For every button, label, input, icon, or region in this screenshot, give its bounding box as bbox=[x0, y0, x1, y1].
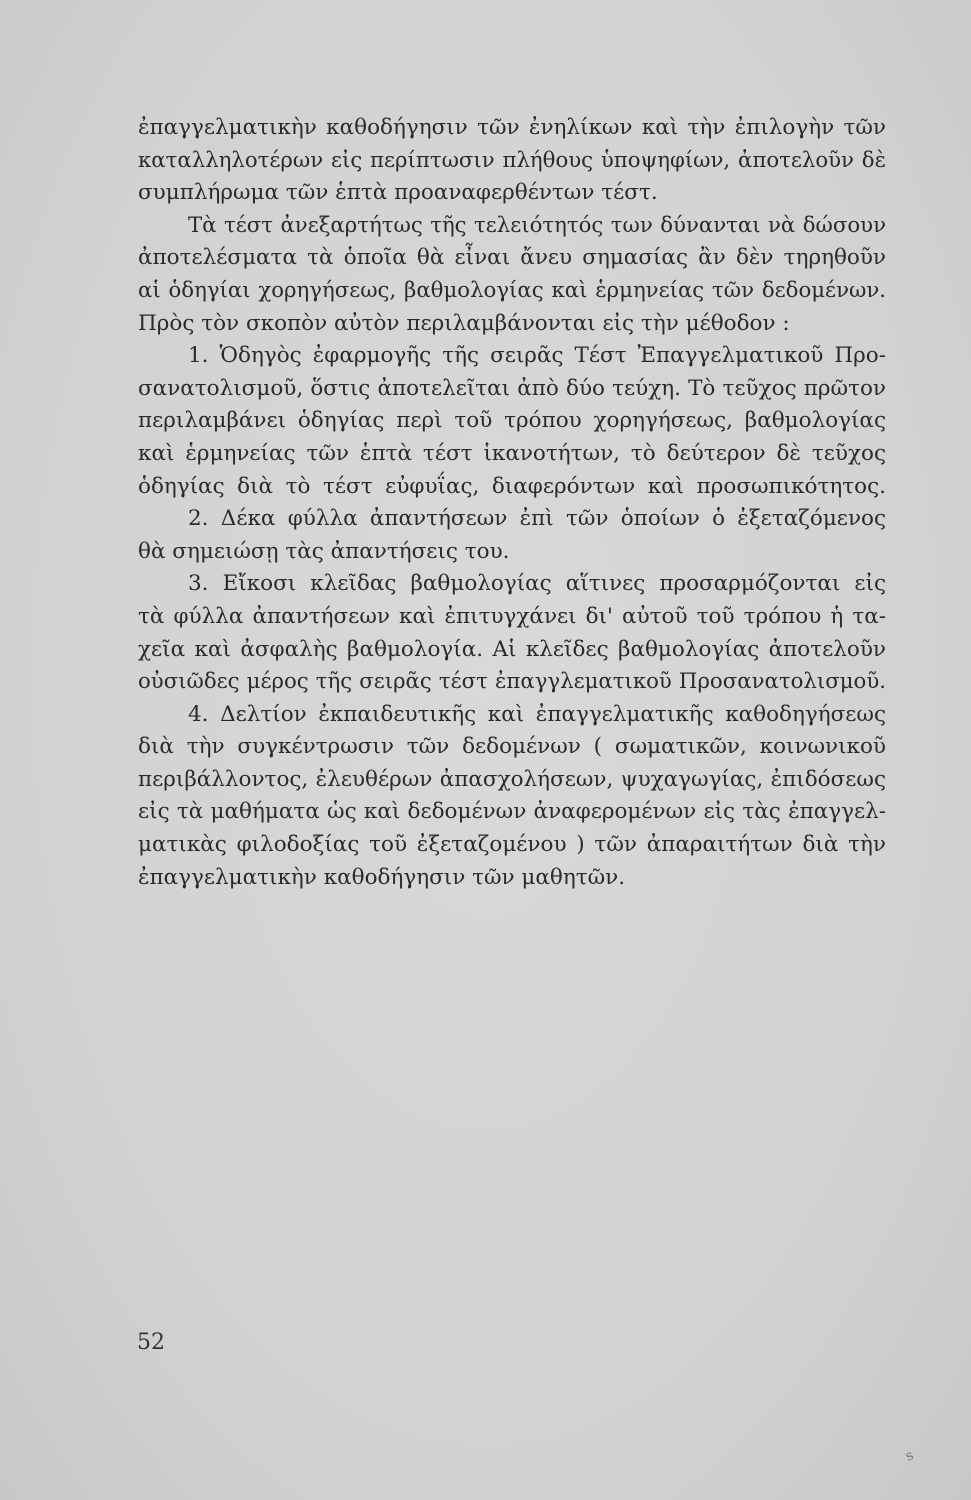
text-line: καταλληλοτέρων εἰς περίπτωσιν πλήθους ὑποψηφίων, ἀποτελοῦν δὲ bbox=[138, 147, 886, 173]
text-line: 2. Δέκα φύλλα ἀπαντήσεων ἐπὶ τῶν ὁποίων ὁ ἐξεταζόμενος bbox=[188, 506, 886, 532]
text-line: Πρὸς τὸν σκοπὸν αὐτὸν περιλαμβάνονται εἰς τὴν μέθοδον : bbox=[138, 310, 790, 336]
text-line: αἱ ὁδηγίαι χορηγήσεως, βαθμολογίας καὶ ἑρμηνείας τῶν δεδομένων. bbox=[138, 277, 886, 303]
text-line: συμπλήρωμα τῶν ἑπτὰ προαναφερθέντων τέστ. bbox=[138, 180, 658, 206]
page-number: 52 bbox=[137, 1330, 165, 1355]
text-line: τὰ φύλλα ἀπαντήσεων καὶ ἐπιτυγχάνει δι' αὐτοῦ τοῦ τρόπου ἡ τα- bbox=[138, 603, 886, 629]
text-line: 1. Ὁδηγὸς ἐφαρμογῆς τῆς σειρᾶς Τέστ Ἐπαγγελματικοῦ Προ- bbox=[188, 343, 886, 369]
text-line: θὰ σημειώσῃ τὰς ἀπαντήσεις του. bbox=[138, 538, 510, 564]
text-line: περιβάλλοντος, ἐλευθέρων ἀπασχολήσεων, ψυχαγωγίας, ἐπιδόσεως bbox=[138, 766, 886, 792]
text-line: ἐπαγγελματικὴν καθοδήγησιν τῶν μαθητῶν. bbox=[138, 864, 626, 890]
text-line: ἐπαγγελματικὴν καθοδήγησιν τῶν ἐνηλίκων καὶ τὴν ἐπιλογὴν τῶν bbox=[138, 115, 886, 140]
text-line: ὁδηγίας διὰ τὸ τέστ εὐφυΐας, διαφερόντων καὶ προσωπικότητος. bbox=[138, 473, 886, 499]
text-line: καὶ ἑρμηνείας τῶν ἑπτὰ τέστ ἱκανοτήτων, τὸ δεύτερον δὲ τεῦχος bbox=[138, 440, 886, 466]
text-line: διὰ τὴν συγκέντρωσιν τῶν δεδομένων ( σωματικῶν, κοινωνικοῦ bbox=[138, 734, 886, 760]
text-line: εἰς τὰ μαθήματα ὡς καὶ δεδομένων ἀναφερομένων εἰς τὰς ἐπαγγελ- bbox=[138, 799, 886, 825]
text-line: Τὰ τέστ ἀνεξαρτήτως τῆς τελειότητός των δύνανται νὰ δώσουν bbox=[188, 212, 886, 238]
text-line: ματικὰς φιλοδοξίας τοῦ ἐξεταζομένου ) τῶν ἀπαραιτήτων διὰ τὴν bbox=[138, 832, 886, 858]
text-line: χεῖα καὶ ἀσφαλὴς βαθμολογία. Αἱ κλεῖδες βαθμολογίας ἀποτελοῦν bbox=[138, 636, 886, 662]
text-line: ἀποτελέσματα τὰ ὁποῖα θὰ εἶναι ἄνευ σημασίας ἂν δὲν τηρηθοῦν bbox=[138, 245, 886, 271]
body-text bbox=[138, 112, 886, 894]
text-line: οὐσιῶδες μέρος τῆς σειρᾶς τέστ ἐπαγγλεματικοῦ Προσανατολισμοῦ. bbox=[138, 669, 886, 695]
text-line: 4. Δελτίον ἐκπαιδευτικῆς καὶ ἐπαγγελματικῆς καθοδηγήσεως bbox=[188, 701, 886, 727]
edge-mark: s bbox=[902, 1447, 917, 1465]
text-line: περιλαμβάνει ὁδηγίας περὶ τοῦ τρόπου χορηγήσεως, βαθμολογίας bbox=[138, 408, 886, 434]
text-line: σανατολισμοῦ, ὅστις ἀποτελεῖται ἀπὸ δύο τεύχη. Τὸ τεῦχος πρῶτον bbox=[138, 375, 886, 401]
text-line: 3. Εἴκοσι κλεῖδας βαθμολογίας αἵτινες προσαρμόζονται εἰς bbox=[188, 571, 886, 597]
